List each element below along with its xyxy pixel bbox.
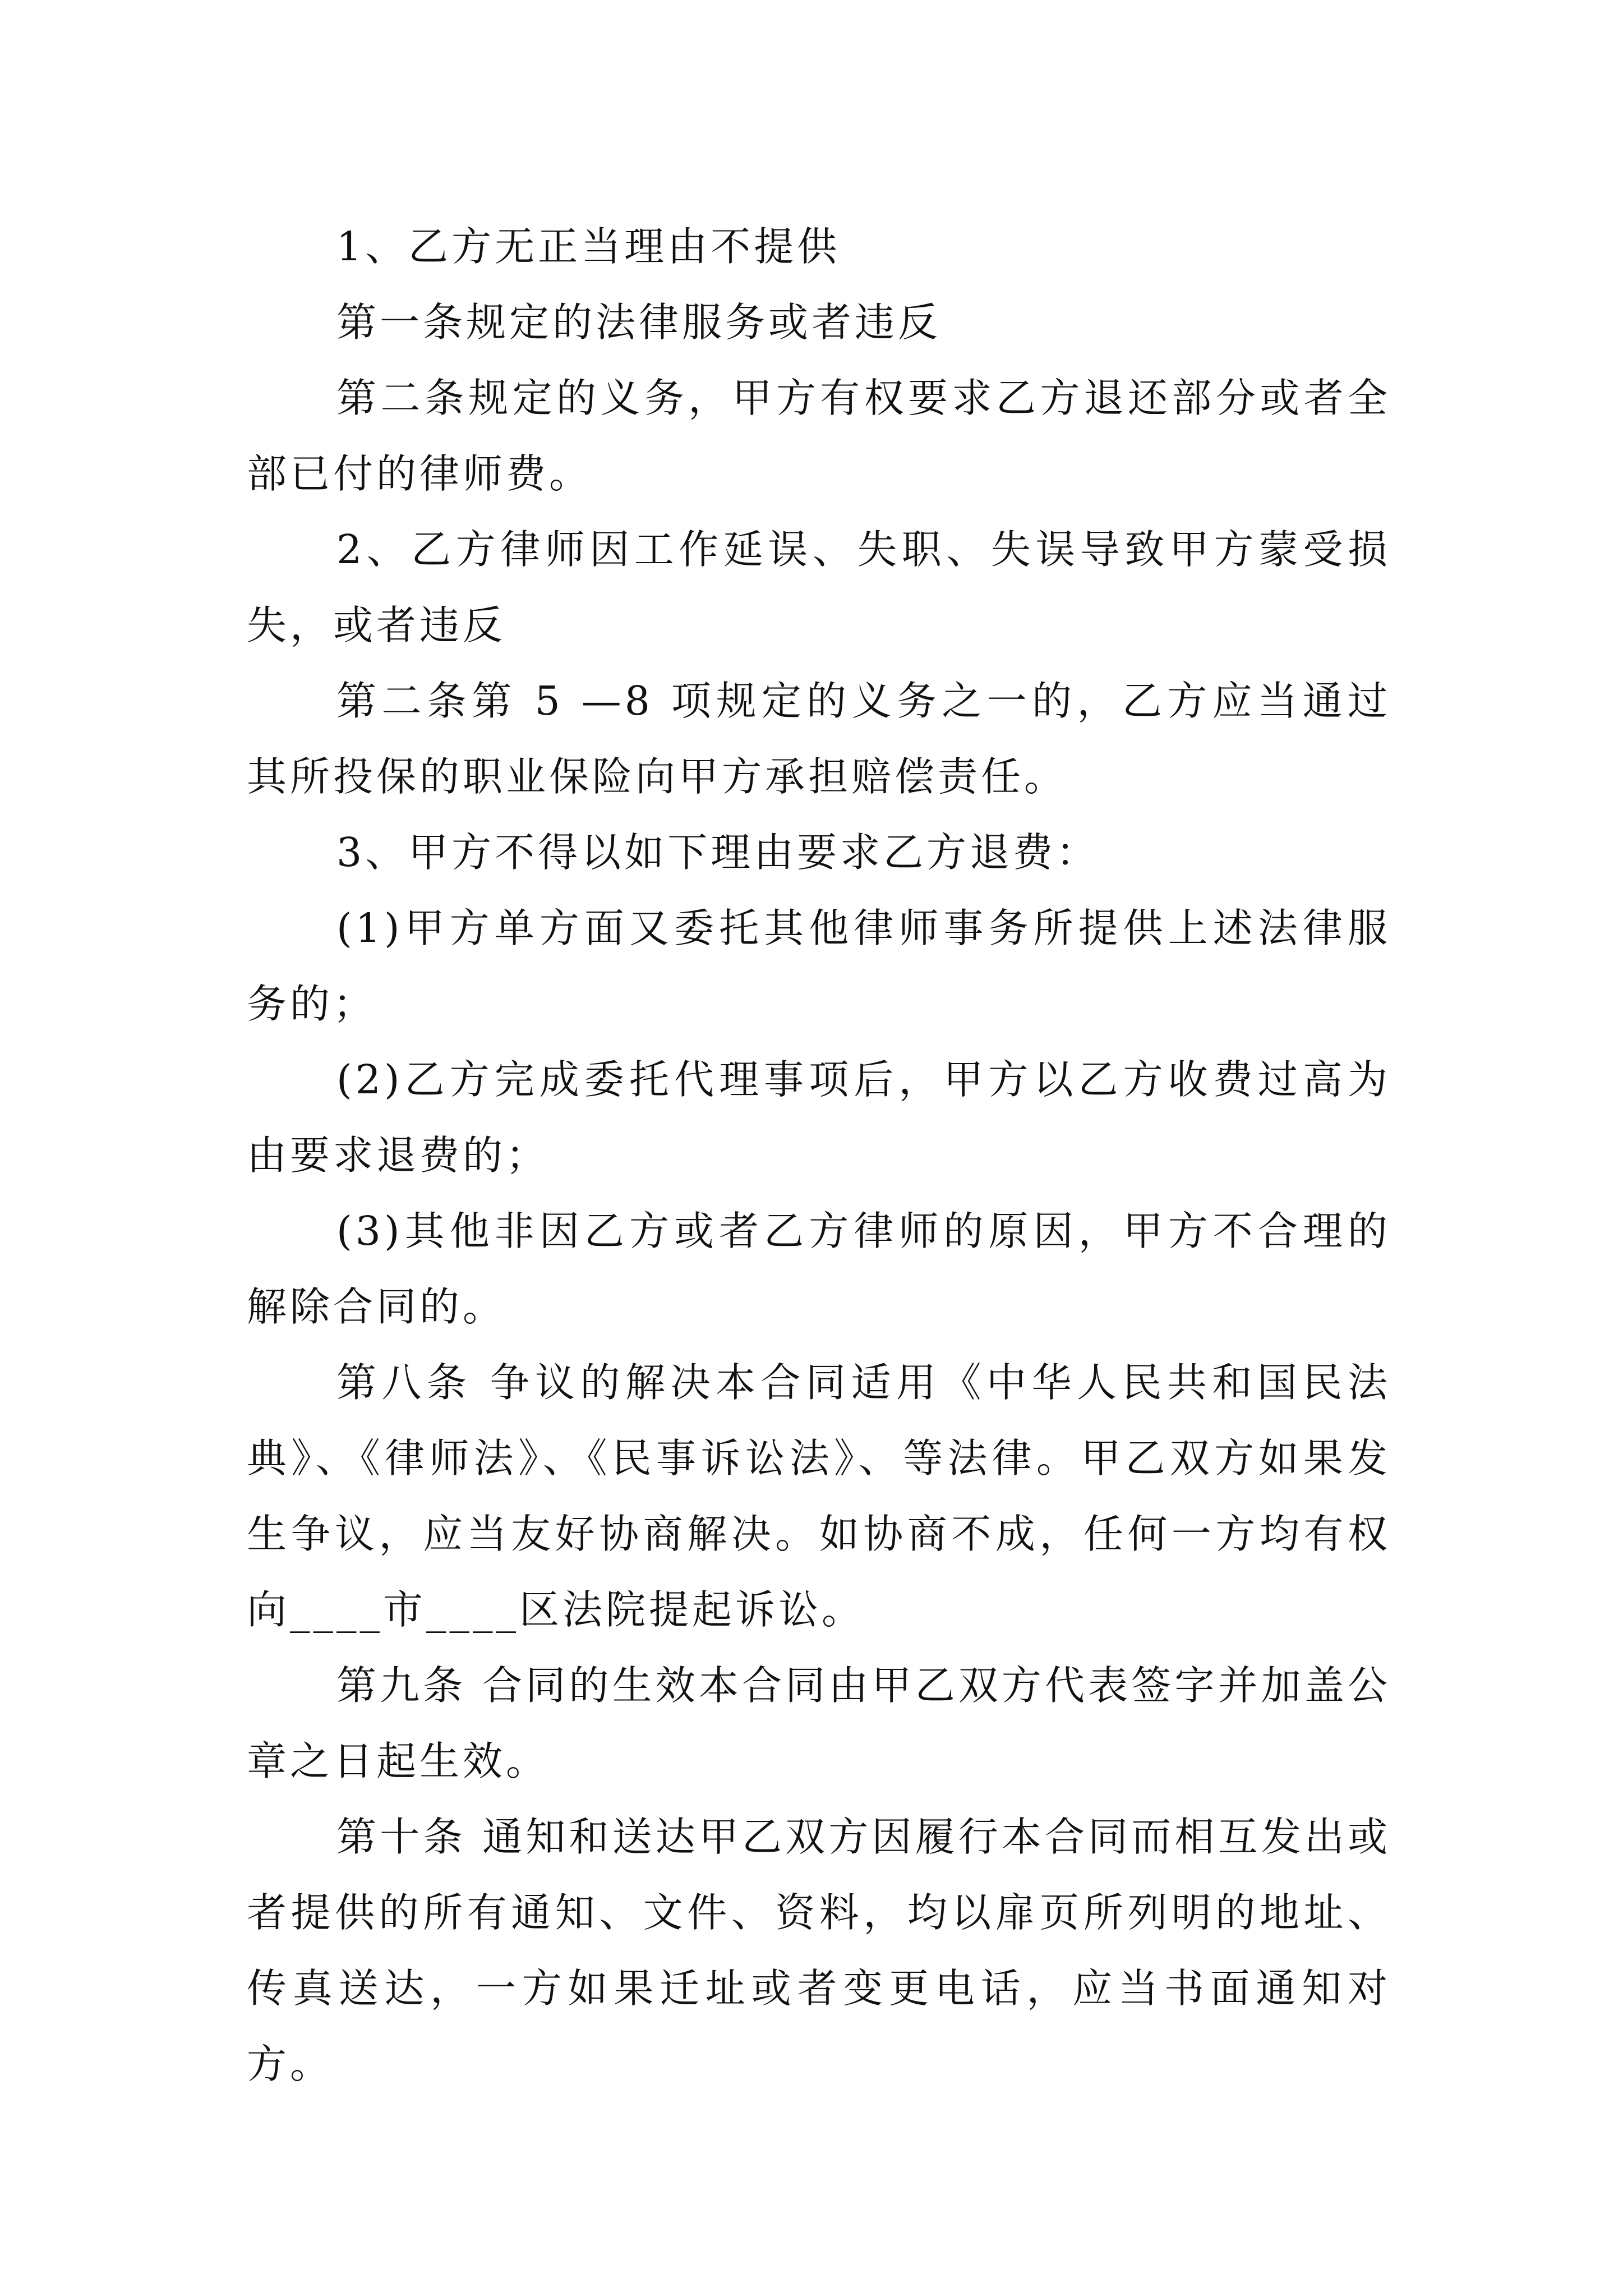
paragraph-article-2-items: 第二条第 5 —8 项规定的义务之一的，乙方应当通过其所投保的职业保险向甲方承担赔偿责任。: [247, 678, 1391, 800]
paragraph-item-1: (1)甲方单方面又委托其他律师事务所提供上述法律服务的；: [247, 905, 1391, 1027]
paragraph-clause-1: 1、乙方无正当理由不提供: [336, 223, 841, 270]
document-body: [247, 209, 1391, 2102]
paragraph-article-10: 第十条 通知和送达甲乙双方因履行本合同而相互发出或者提供的所有通知、文件、资料，均以扉页所列明的地址、传真送达，一方如果迁址或者变更电话，应当书面通知对方。: [247, 1814, 1391, 2087]
paragraph-item-3: (3)其他非因乙方或者乙方律师的原因，甲方不合理的解除合同的。: [247, 1208, 1391, 1330]
paragraph-clause-3: 3、甲方不得以如下理由要求乙方退费：: [336, 829, 1100, 876]
paragraph-article-1-ref: 第一条规定的法律服务或者违反: [336, 299, 942, 346]
paragraph-article-8: 第八条 争议的解决本合同适用《中华人民共和国民法典》、《律师法》、《民事诉讼法》、等法律。甲乙双方如果发生争议，应当友好协商解决。如协商不成，任何一方均有权向____市____区法院提起诉讼。: [247, 1359, 1391, 1633]
paragraph-article-2-ref: 第二条规定的义务，甲方有权要求乙方退还部分或者全部已付的律师费。: [247, 375, 1391, 497]
paragraph-item-2: (2)乙方完成委托代理事项后，甲方以乙方收费过高为由要求退费的；: [247, 1056, 1391, 1179]
paragraph-article-9: 第九条 合同的生效本合同由甲乙双方代表签字并加盖公章之日起生效。: [247, 1662, 1391, 1784]
paragraph-clause-2: 2、乙方律师因工作延误、失职、失误导致甲方蒙受损失，或者违反: [247, 526, 1391, 648]
